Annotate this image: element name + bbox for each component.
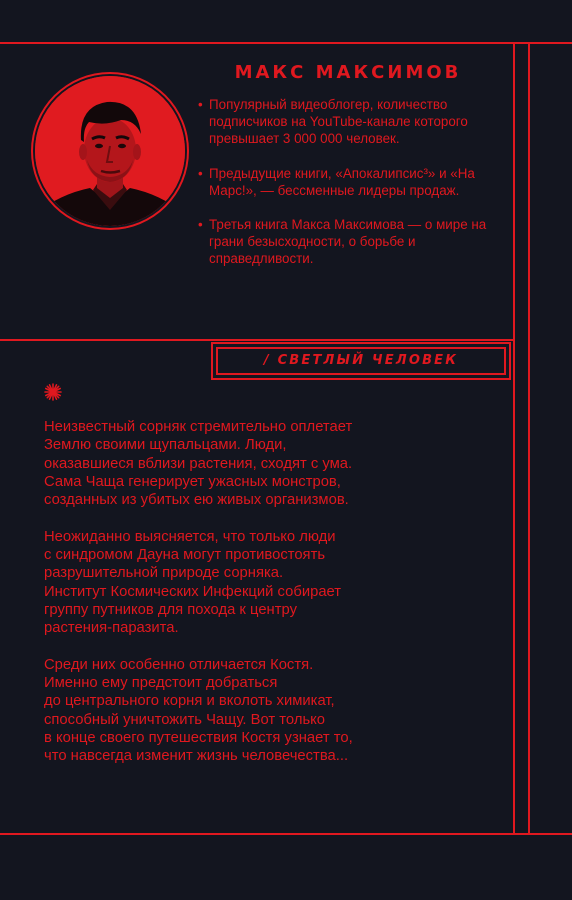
book-description: [44, 418, 414, 784]
series-label: / СВЕТЛЫЙ ЧЕЛОВЕК: [263, 353, 459, 368]
author-name: МАКС МАКСИМОВ: [234, 62, 462, 83]
frame-top-line: [0, 42, 572, 44]
frame-right-outer-line: [513, 42, 515, 835]
author-bio-item: • Предыдущие книги, «Апокалипсис³» и «На Марс!», — бессменные лидеры продаж.: [198, 165, 498, 199]
series-badge: [211, 342, 511, 380]
author-photo: [35, 76, 185, 226]
starburst-icon: [44, 383, 62, 401]
description-paragraph: Неожиданно выясняется, что только люди с синдромом Дауна могут противостоять разрушительной природе сорняка. Институт Космических Инфекций собирает группу путников для похода к центру растения-паразита.: [44, 528, 342, 637]
description-paragraph: Среди них особенно отличается Костя. Именно ему предстоит добраться до центрального корня и вколоть химикат, способный уничтожить Чащу. Вот только в конце своего путешествия Костя узнает то, что навсегда изменит жизнь человечества...: [44, 656, 353, 765]
author-bio-item: • Популярный видеоблогер, количество подписчиков на YouTube-канале которого превышает 3 000 000 человек.: [198, 96, 498, 148]
description-paragraph: Неизвестный сорняк стремительно оплетает Землю своими щупальцами. Люди, оказавшиеся вблизи растения, сходят с ума. Сама Чаща генерирует ужасных монстров, созданных из убитых ею живых организмов.: [44, 419, 353, 509]
author-portrait-image: [35, 76, 185, 226]
frame-bottom-line: [0, 833, 572, 835]
frame-mid-line: [0, 339, 513, 341]
author-bio-item: • Третья книга Макса Максимова — о мире на грани безысходности, о борьбе и справедливости.: [198, 216, 498, 268]
frame-right-inner-line: [528, 42, 530, 835]
author-bio-list: [198, 96, 498, 285]
